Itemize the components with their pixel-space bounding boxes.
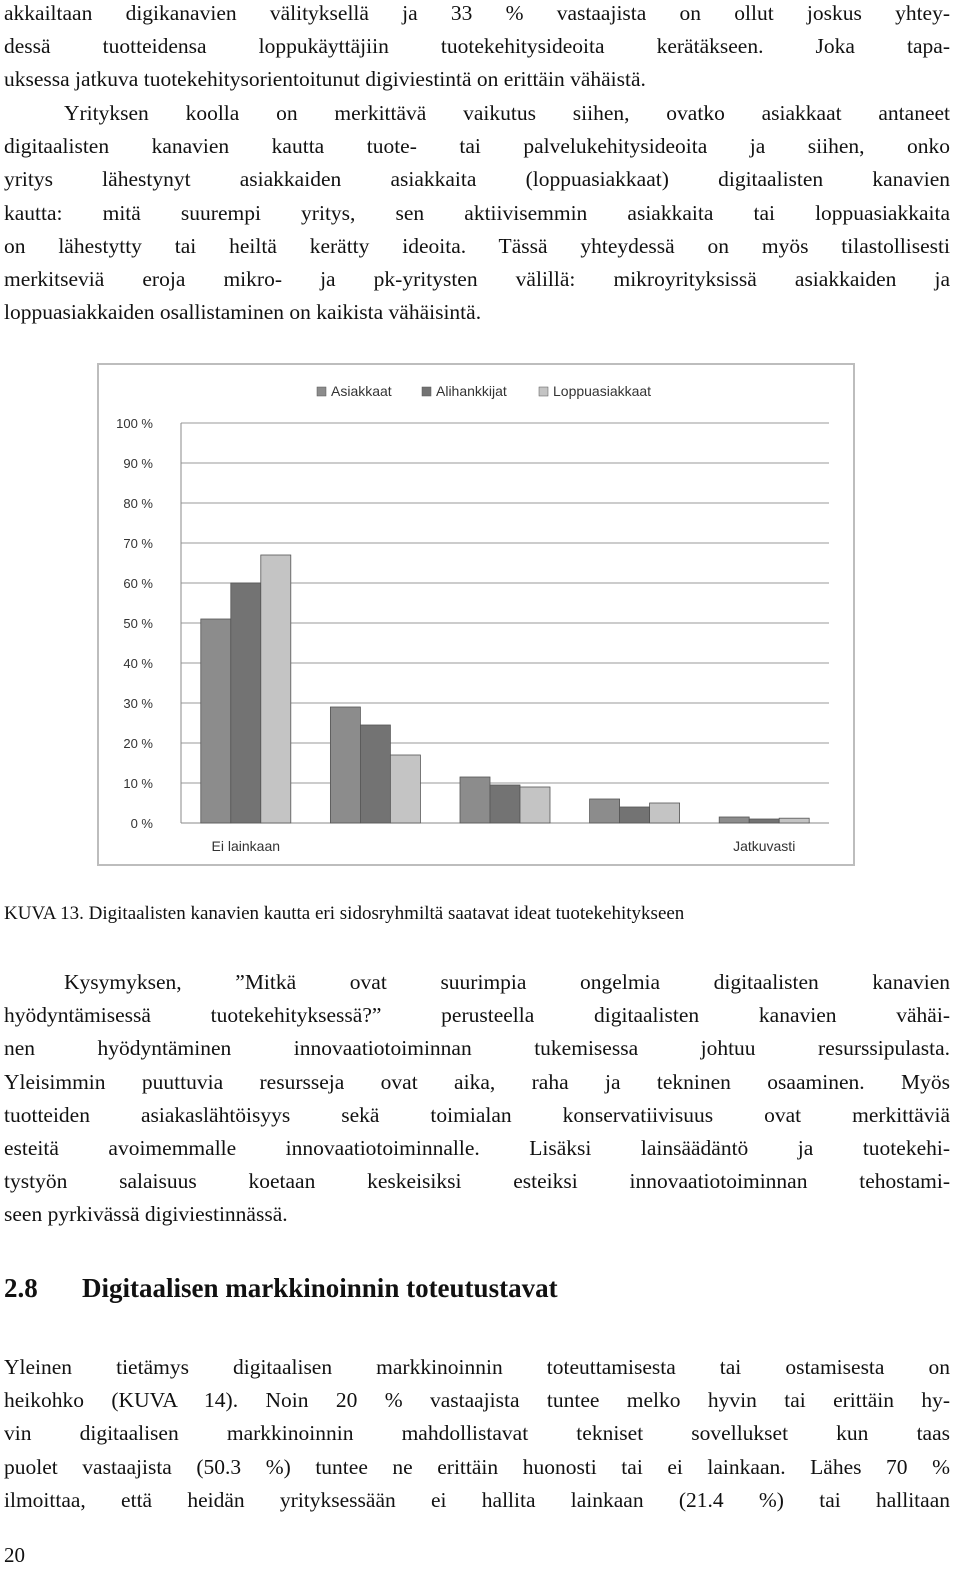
legend-label: Asiakkaat (331, 383, 392, 399)
legend-swatch (539, 387, 548, 396)
y-tick-label: 70 % (123, 536, 153, 551)
bar (390, 755, 420, 823)
text-line: merkitseviä eroja mikro- ja pk-yritysten välillä: mikroyrityksissä asiakkaiden ja (4, 267, 950, 292)
legend-swatch (317, 387, 326, 396)
text-line: tuotteiden asiakaslähtöisyys sekä toimialan konservatiivisuus ovat merkittäviä (4, 1102, 950, 1127)
bar (330, 707, 360, 823)
bar (590, 799, 620, 823)
text-line: digitaalisten kanavien kautta tuote- tai palvelukehitysideoita ja siihen, onko (4, 134, 950, 159)
bar (779, 818, 809, 823)
y-tick-label: 40 % (123, 656, 153, 671)
bar (719, 817, 749, 823)
text-line: Yleisimmin puuttuvia resursseja ovat aika, raha ja tekninen osaaminen. Myös (4, 1069, 950, 1094)
y-tick-label: 20 % (123, 736, 153, 751)
section-number: 2.8 (4, 1273, 38, 1303)
page-number: 20 (4, 1543, 25, 1567)
text-line: seen pyrkivässä digiviestinnässä. (4, 1202, 288, 1227)
bar (460, 777, 490, 823)
x-category-label: Jatkuvasti (733, 838, 796, 854)
text-line: uksessa jatkuva tuotekehitysorientoitunut digiviestintä on erittäin vähäistä. (4, 67, 646, 92)
chart-canvas (99, 365, 853, 864)
bar (520, 787, 550, 823)
paragraph-2 (4, 97, 950, 329)
bar (490, 785, 520, 823)
paragraph-1 (4, 0, 950, 97)
legend-swatch (422, 387, 431, 396)
paragraph-3 (4, 966, 950, 1232)
y-tick-label: 10 % (123, 776, 153, 791)
y-tick-label: 0 % (130, 816, 153, 831)
y-tick-label: 100 % (116, 416, 153, 431)
bar (650, 803, 680, 823)
bar (360, 725, 390, 823)
text-line: tystyön salaisuus koetaan keskeisiksi esteiksi innovaatiotoiminnan tehostami- (4, 1169, 950, 1194)
text-line: hyödyntämisessä tuotekehityksessä?” perusteella digitaalisten kanavien vähäi- (4, 1003, 950, 1028)
text-line: puolet vastaajista (50.3 %) tuntee ne erittäin huonosti tai ei lainkaan. Lähes 70 % (4, 1454, 950, 1479)
y-tick-label: 80 % (123, 496, 153, 511)
text-line: akkailtaan digikanavien välityksellä ja 33 % vastaajista on ollut joskus yhtey- (4, 1, 950, 25)
legend-label: Loppuasiakkaat (553, 383, 652, 399)
bar (620, 807, 650, 823)
bar-chart (97, 363, 855, 866)
text-line: yritys lähestynyt asiakkaiden asiakkaita (loppuasiakkaat) digitaalisten kanavien (4, 167, 950, 192)
text-line: vin digitaalisen markkinoinnin mahdollistavat tekniset sovellukset kun taas (4, 1421, 950, 1446)
text-line: loppuasiakkaiden osallistaminen on kaikista vähäisintä. (4, 300, 482, 325)
text-line: Yleinen tietämys digitaalisen markkinoinnin toteuttamisesta tai ostamisesta on (4, 1355, 950, 1379)
text-line: ilmoittaa, että heidän yrityksessään ei hallita lainkaan (21.4 %) tai hallitaan (4, 1487, 950, 1512)
figure-caption: KUVA 13. Digitaalisten kanavien kautta eri sidosryhmiltä saatavat ideat tuotekehitykseen (4, 903, 685, 924)
bar (261, 555, 291, 823)
bar (231, 583, 261, 823)
section-heading (4, 1273, 558, 1304)
text-line: heikohko (KUVA 14). Noin 20 % vastaajista tuntee melko hyvin tai erittäin hy- (4, 1388, 950, 1413)
text-line: kautta: mitä suurempi yritys, sen aktiivisemmin asiakkaita tai loppuasiakkaita (4, 200, 950, 225)
text-line: esteitä avoimemmalle innovaatiotoiminnalle. Lisäksi lainsäädäntö ja tuotekehi- (4, 1136, 950, 1161)
x-category-label: Ei lainkaan (211, 838, 281, 854)
bar (749, 819, 779, 823)
section-title: Digitaalisen markkinoinnin toteutustavat (82, 1273, 558, 1303)
y-tick-label: 30 % (123, 696, 153, 711)
text-line: nen hyödyntäminen innovaatiotoiminnan tukemisessa johtuu resurssipulasta. (4, 1036, 950, 1061)
y-tick-label: 90 % (123, 456, 153, 471)
legend-label: Alihankkijat (436, 383, 507, 399)
text-line: dessä tuotteidensa loppukäyttäjiin tuotekehitysideoita kerätäkseen. Joka tapa- (4, 34, 950, 59)
bar (201, 619, 231, 823)
y-tick-label: 60 % (123, 576, 153, 591)
y-tick-label: 50 % (123, 616, 153, 631)
text-line: Kysymyksen, ”Mitkä ovat suurimpia ongelmia digitaalisten kanavien (64, 970, 950, 994)
text-line: on lähestytty tai heiltä kerätty ideoita. Tässä yhteydessä on myös tilastollisesti (4, 233, 950, 258)
paragraph-4 (4, 1351, 950, 1517)
text-line: Yrityksen koolla on merkittävä vaikutus siihen, ovatko asiakkaat antaneet (64, 101, 950, 125)
